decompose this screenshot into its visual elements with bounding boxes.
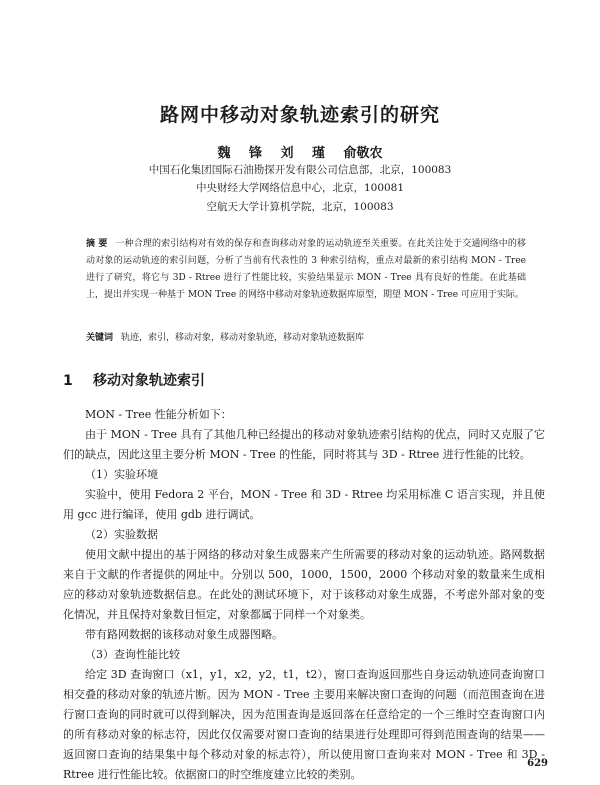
paragraph: 使用文献中提出的基于网络的移动对象生成器来产生所需要的移动对象的运动轨迹。路网数据来自于文献的作者提供的网址中。分别以 500，1000，1500，2000 个移动对象的数量来生成相应的移动对象轨迹数据信息。在此处的测试环境下，对于该移动对象生成器，不考虑外部对象的变化情况，并且保持对象数目恒定，对象都属于同样一个对象类。: [63, 548, 545, 621]
abstract-text: 一种合理的索引结构对有效的保存和查询移动对象的运动轨迹至关重要。在此关注处于交通网络中的移动对象的运动轨迹的索引问题，分析了当前有代表性的 3 种索引结构，重点对最新的索引结构 MON - Tree 进行了研究，将它与 3D - Rtree 进行了性能比较，实验结果显示 MON - Tree 具有良好的性能。在此基础上，提出并实现一种基于 MON Tree 的网络中移动对象轨迹数据库原型，期望 MON - Tree 可应用于实际。: [86, 239, 526, 300]
abstract: [86, 236, 526, 304]
body-text: [63, 405, 545, 785]
abstract-label: 摘 要: [86, 239, 108, 249]
paper-title: 路网中移动对象轨迹索引的研究: [159, 104, 440, 126]
keywords-label: 关键词: [86, 333, 114, 343]
page-number: 629: [527, 758, 548, 769]
subheading: （3）查询性能比较: [85, 648, 180, 661]
paragraph: MON - Tree 性能分析如下：: [85, 408, 232, 421]
section-title: 移动对象轨迹索引: [93, 373, 205, 389]
author-list: 魏 锋 刘 瑾 俞敬农: [217, 146, 383, 161]
keywords-text: 轨迹，索引，移动对象，移动对象轨迹，移动对象轨迹数据库: [121, 333, 365, 343]
section-heading: [63, 370, 205, 390]
affiliation-3: 空航天大学计算机学院，北京，100083: [206, 201, 394, 213]
affiliation-1: 中国石化集团国际石油勘探开发有限公司信息部，北京，100083: [148, 164, 452, 176]
section-number: 1: [63, 373, 73, 389]
subheading: （2）实验数据: [85, 528, 158, 541]
paragraph: 由于 MON - Tree 具有了其他几种已经提出的移动对象轨迹索引结构的优点，同时又克服了它们的缺点，因此这里主要分析 MON - Tree 的性能，同时将其与 3D - Rtree 进行性能的比较。: [63, 428, 545, 461]
paragraph: 实验中，使用 Fedora 2 平台，MON - Tree 和 3D - Rtree 均采用标准 C 语言实现，并且使用 gcc 进行编译，使用 gdb 进行调试。: [63, 488, 545, 521]
keywords: [86, 331, 526, 345]
paragraph: 给定 3D 查询窗口（x1，y1，x2，y2，t1，t2），窗口查询返回那些自身运动轨迹同查询窗口相交叠的移动对象的轨迹片断。因为 MON - Tree 主要用来解决窗口查询的问题（而范围查询在进行窗口查询的同时就可以得到解决，因为范围查询是返回落在任意给定的一个三维时空查询窗口内的所有移动对象的标志符，因此仅仅需要对窗口查询的结果进行处理即可得到范围查询的结果——返回窗口查询的结果集中每个移动对象的标志符），所以使用窗口查询来对 MON - Tree 和 3D - Rtree 进行性能比较。依据窗口的时空维度建立比较的类别。: [63, 668, 545, 781]
subheading: （1）实验环境: [85, 468, 158, 481]
paragraph: 带有路网数据的该移动对象生成器图略。: [85, 628, 283, 641]
affiliation-2: 中央财经大学网络信息中心，北京，100081: [195, 182, 405, 194]
